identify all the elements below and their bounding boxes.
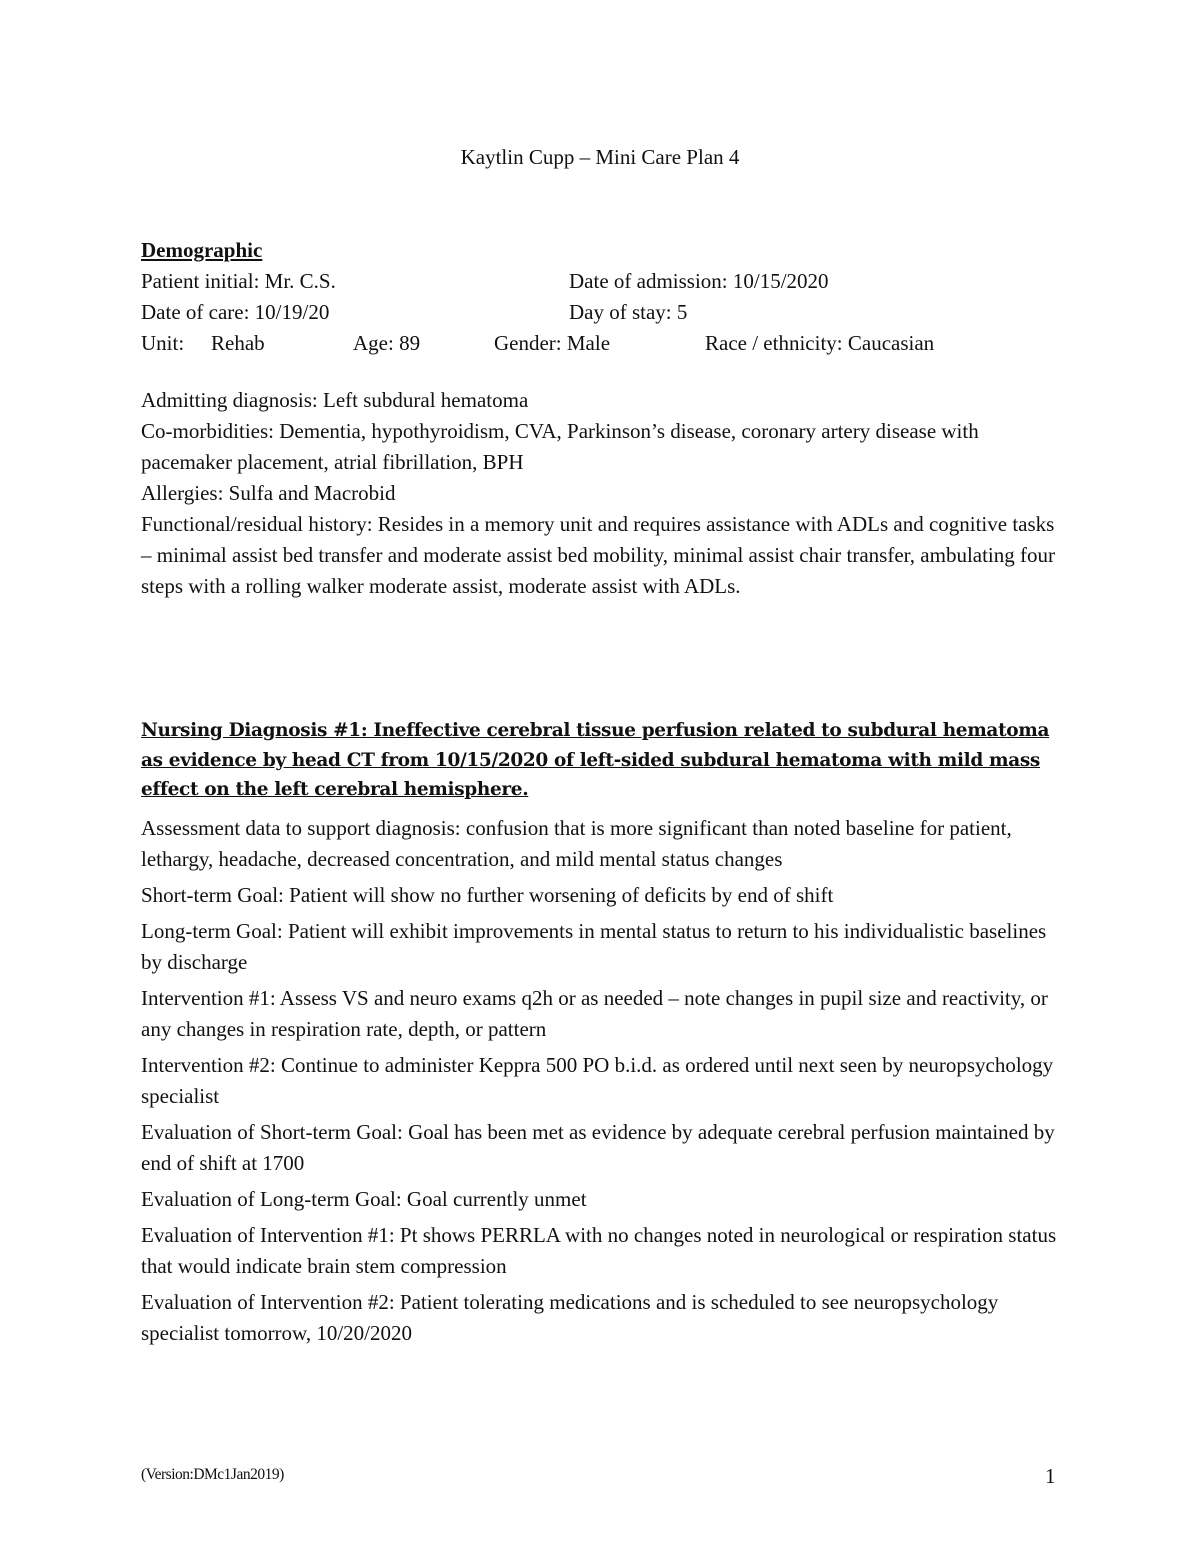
- evaluation-long-term-goal: Evaluation of Long-term Goal: Goal currently unmet: [141, 1187, 587, 1211]
- evaluation-intervention-1: Evaluation of Intervention #1: Pt shows PERRLA with no changes noted in neurological or respiration status that would indicate brain stem compression: [141, 1223, 1057, 1278]
- patient-history-section: [141, 385, 1061, 602]
- nursing-diagnosis-title: Nursing Diagnosis #1: Ineffective cerebral tissue perfusion related to subdural hematoma as evidence by head CT from 10/15/2020 of left-sided subdural hematoma with mild mass effect on the left cerebral hemisphere.: [141, 720, 1050, 800]
- date-of-care: Date of care: 10/19/20: [141, 300, 330, 324]
- demographic-section: [141, 266, 1061, 359]
- day-of-stay: Day of stay: 5: [569, 300, 688, 324]
- comorbidities: Co-morbidities: Dementia, hypothyroidism, CVA, Parkinson’s disease, coronary artery disease with pacemaker placement, atrial fibrillation, BPH: [141, 419, 979, 474]
- intervention-2: Intervention #2: Continue to administer Keppra 500 PO b.i.d. as ordered until next seen by neuropsychology specialist: [141, 1053, 1054, 1108]
- admitting-diagnosis: Admitting diagnosis: Left subdural hematoma: [141, 388, 529, 412]
- unit-value: Rehab: [211, 331, 265, 355]
- demographic-row-2: [141, 297, 1061, 328]
- unit-label: Unit:: [141, 331, 185, 355]
- evaluation-intervention-2: Evaluation of Intervention #2: Patient tolerating medications and is scheduled to see neuropsychology specialist tomorrow, 10/20/2020: [141, 1290, 999, 1345]
- long-term-goal: Long-term Goal: Patient will exhibit improvements in mental status to return to his individualistic baselines by discharge: [141, 919, 1047, 974]
- nursing-diagnosis-heading: [141, 716, 1061, 805]
- age: Age: 89: [353, 331, 421, 355]
- page-number: 1: [1045, 1464, 1056, 1488]
- demographic-row-1: [141, 266, 1061, 297]
- gender: Gender: Male: [494, 331, 611, 355]
- functional-history: Functional/residual history: Resides in a memory unit and requires assistance with ADLs and cognitive tasks – minimal assist bed transfer and moderate assist bed mobility, minimal assist chair transfer, ambulating four steps with a rolling walker moderate assist, moderate assist with ADLs.: [141, 512, 1056, 598]
- assessment-data: Assessment data to support diagnosis: confusion that is more significant than noted baseline for patient, lethargy, headache, decreased concentration, and mild mental status changes: [141, 816, 1012, 871]
- nursing-diagnosis-body: [141, 813, 1061, 1354]
- patient-initial: Patient initial: Mr. C.S.: [141, 269, 336, 293]
- document-title: Kaytlin Cupp – Mini Care Plan 4: [460, 145, 740, 169]
- date-of-admission: Date of admission: 10/15/2020: [569, 269, 829, 293]
- short-term-goal: Short-term Goal: Patient will show no further worsening of deficits by end of shift: [141, 883, 834, 907]
- allergies: Allergies: Sulfa and Macrobid: [141, 481, 396, 505]
- demographic-heading: Demographic: [141, 238, 263, 262]
- intervention-1: Intervention #1: Assess VS and neuro exams q2h or as needed – note changes in pupil size and reactivity, or any changes in respiration rate, depth, or pattern: [141, 986, 1048, 1041]
- footer-version: (Version:DMc1Jan2019): [141, 1466, 284, 1483]
- race-ethnicity: Race / ethnicity: Caucasian: [705, 331, 935, 355]
- demographic-row-3: [141, 328, 1061, 359]
- evaluation-short-term-goal: Evaluation of Short-term Goal: Goal has been met as evidence by adequate cerebral perfusion maintained by end of shift at 1700: [141, 1120, 1055, 1175]
